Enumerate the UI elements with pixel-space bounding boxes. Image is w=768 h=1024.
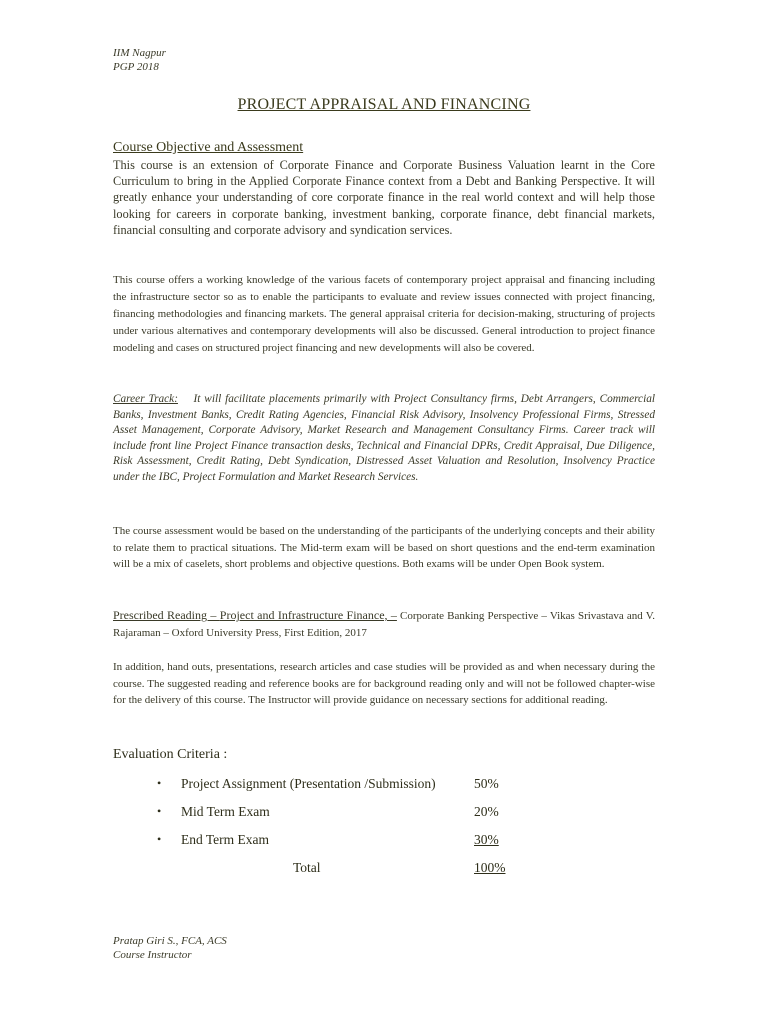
evaluation-total-row [0,860,768,880]
evaluation-item-weight: 30% [474,832,499,847]
objective-paragraph: This course is an extension of Corporate Finance and Corporate Business Valuation learnt in the Core Curriculum to bring in the Applied Corporate Finance context from a Debt and Banking Perspective. It will greatly enhance your understanding of core corporate finance in the real world context and will help those looking for careers in corporate banking, investment banking, corporate finance, debt financial markets, financial consulting and corporate advisory and syndication services. [113,158,655,237]
institute-name: IIM Nagpur [113,47,166,59]
document-footer [113,934,227,962]
career-track-paragraph [113,392,655,485]
evaluation-item-label: Mid Term Exam [181,804,270,819]
prescribed-reading-label: Prescribed Reading – [113,608,220,622]
evaluation-item-weight: 20% [474,804,499,819]
evaluation-item-weight: 50% [474,776,499,791]
evaluation-total-label: Total [293,860,321,875]
bullet-icon: • [157,804,162,818]
prescribed-reading-book-title: Project and Infrastructure Finance, – [219,608,397,622]
additional-reading-paragraph: In addition, hand outs, presentations, research articles and case studies will be provided as and when necessary during the course. The suggested reading and reference books are for background reading only and will not be followed chapter-wise for the delivery of this course. The Instructor will provide guidance on necessary sections for additional reading. [113,661,655,706]
batch-name: PGP 2018 [113,61,159,73]
document-title: PROJECT APPRAISAL AND FINANCING [237,96,531,113]
evaluation-item-label: Project Assignment (Presentation /Submission) [181,776,436,791]
evaluation-heading: Evaluation Criteria : [113,747,228,762]
career-track-text: It will facilitate placements primarily with Project Consultancy firms, Debt Arrangers, Commercial Banks, Investment Banks, Credit Rating Agencies, Financial Risk Advisory, Insolvency Professional Firms, Stressed Asset Management, Corporate Advisory, Market Research and Management Consultancy Firms. Career track will include front line Project Finance transaction desks, Technical and Financial DPRs, Credit Appraisal, Due Diligence, Risk Assessment, Credit Rating, Debt Syndication, Distressed Asset Valuation and Resolution, Insolvency Practice under the IBC, Project Formulation and Market Research Services. [113,393,655,483]
instructor-role: Course Instructor [113,949,192,961]
evaluation-total-value: 100% [474,860,506,875]
bullet-icon: • [157,776,162,790]
evaluation-item [0,776,768,796]
knowledge-paragraph: This course offers a working knowledge of the various facets of contemporary project appraisal and financing including the infrastructure sector so as to enable the participants to evaluate and review issues connected with project financing, financing methodologies and financing markets. The general appraisal criteria for decision-making, structuring of projects under various alternatives and contemporary developments will also be discussed. General introduction to project finance modeling and cases on structured project financing and new developments will also be covered. [113,274,655,354]
evaluation-item [0,832,768,852]
objective-heading: Course Objective and Assessment [113,140,304,155]
evaluation-item [0,804,768,824]
career-track-label: Career Track: [113,393,178,405]
document-header [113,46,166,74]
instructor-name: Pratap Giri S., FCA, ACS [113,935,227,947]
prescribed-reading-details: Corporate Banking Perspective – Vikas Srivastava and V. Rajaraman – Oxford University Press, First Edition, 2017 [113,610,655,639]
bullet-icon: • [157,832,162,846]
prescribed-reading-paragraph [113,607,655,641]
evaluation-item-label: End Term Exam [181,832,270,847]
assessment-paragraph: The course assessment would be based on the understanding of the participants of the underlying concepts and their ability to relate them to practical situations. The Mid-term exam will be based on short questions and the end-term examination will be a mix of caselets, short problems and objective questions. Both exams will be under Open Book system. [113,525,655,570]
